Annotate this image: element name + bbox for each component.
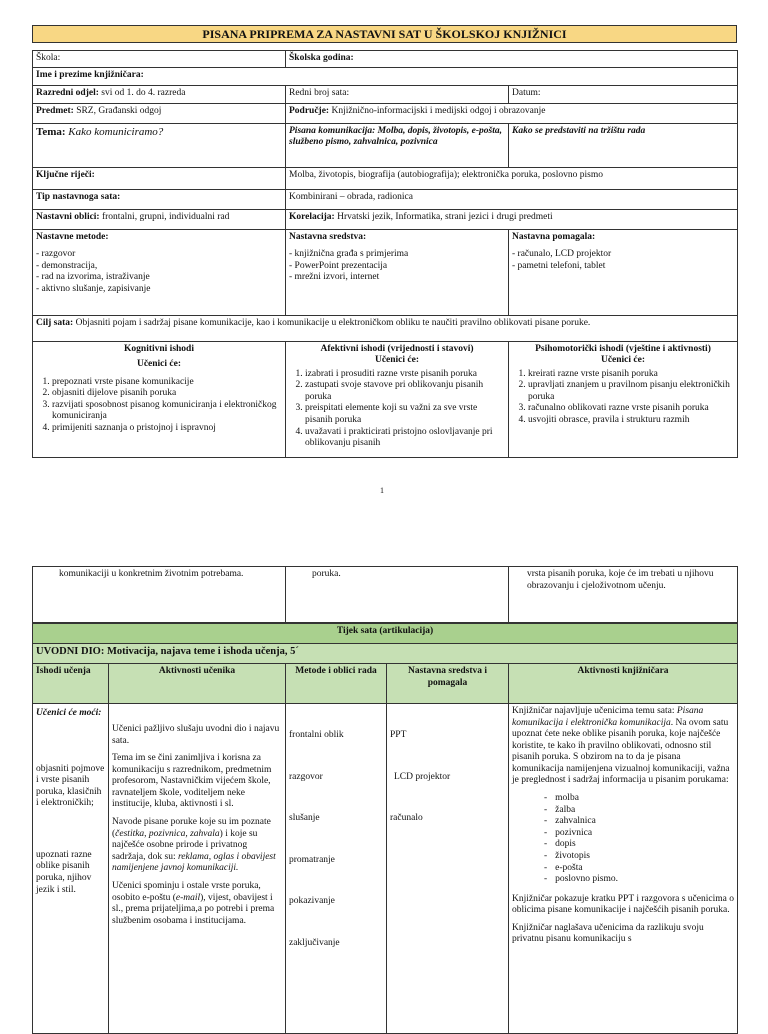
metoda-item: slušanje bbox=[289, 813, 320, 824]
sredstvo-item: LCD projektor bbox=[394, 771, 451, 782]
aktivnost-paragraph bbox=[112, 881, 282, 927]
aktivnost-text: Navode pisane poruke koje su im poznate ( bbox=[112, 817, 271, 839]
metode-list bbox=[36, 249, 282, 295]
col-knjiznicar: Aktivnosti knjižničara bbox=[509, 664, 738, 704]
continuation-right-text: vrsta pisanih poruka, koje će im trebati u njihovu obrazovanju i cjeloživotnom učenju. bbox=[527, 569, 714, 591]
podrucje-cell bbox=[286, 103, 738, 123]
sredstva-cell-2 bbox=[387, 704, 509, 1034]
datum-cell bbox=[509, 85, 738, 103]
list-item: - PowerPoint prezentacija bbox=[289, 260, 388, 271]
metode-cell-2 bbox=[286, 704, 387, 1034]
knjiznicar-text: Knjižničar najavljuje učenicima temu sata: bbox=[512, 706, 677, 716]
continuation-mid-text: poruka. bbox=[312, 569, 341, 579]
sredstva-list bbox=[289, 249, 505, 284]
ishodi-cell bbox=[33, 704, 109, 1034]
razredni-label: Razredni odjel: bbox=[36, 87, 99, 98]
metoda-item: promatranje bbox=[289, 854, 335, 865]
cilj-cell bbox=[33, 315, 738, 341]
aktivnost-text-italic: e-mail bbox=[175, 892, 201, 903]
continuation-left bbox=[33, 567, 286, 623]
oblici-value: frontalni, grupni, individualni rad bbox=[99, 211, 230, 222]
razredni-cell bbox=[33, 85, 286, 103]
tema-mid-cell: Pisana komunikacija: Molba, dopis, životopis, e-pošta, službeno pismo, zahvalnica, pozivnica bbox=[286, 123, 509, 167]
korelacija-label: Korelacija: bbox=[289, 211, 335, 222]
aktivnost-text-italic: čestitka, pozivnica, zahvala bbox=[115, 828, 220, 839]
korelacija-value: Hrvatski jezik, Informatika, strani jezici i drugi predmeti bbox=[334, 211, 553, 222]
list-item: - žalba bbox=[558, 805, 734, 817]
list-item: 2. upravljati znanjem u pravilnom pisanju elektroničkih poruka bbox=[528, 380, 734, 403]
godina-cell bbox=[286, 51, 738, 68]
metoda-item: pokazivanje bbox=[289, 896, 335, 907]
cilj-label: Cilj sata: bbox=[36, 317, 74, 328]
afektivni-list bbox=[289, 369, 505, 450]
skola-label: Škola: bbox=[36, 53, 61, 63]
psihomotoricki-title: Psihomotorički ishodi (vještine i aktivnosti) bbox=[535, 343, 711, 354]
ime-label: Ime i prezime knjižničara: bbox=[36, 69, 144, 80]
kljucne-label: Ključne riječi: bbox=[36, 169, 95, 180]
col-sredstva: Nastavna sredstva i pomagala bbox=[387, 664, 509, 704]
tema-cell bbox=[33, 123, 286, 167]
afektivni-cell bbox=[286, 341, 509, 457]
list-item: - pametni telefoni, tablet bbox=[512, 260, 606, 271]
tip-label: Tip nastavnoga sata: bbox=[36, 191, 121, 202]
aktivnost-text: ) i koje su najčešće osobne prirode i privatnog sadržaja, dok su: bbox=[112, 828, 258, 862]
list-item: 2. objasniti dijelove pisanih poruka bbox=[52, 388, 282, 400]
redni-cell bbox=[286, 85, 509, 103]
pomagala-list bbox=[512, 249, 734, 272]
list-item: - zahvalnica bbox=[558, 816, 734, 828]
list-item: 1. prepoznati vrste pisane komunikacije bbox=[52, 377, 282, 389]
psihomotoricki-cell bbox=[509, 341, 738, 457]
continuation-right bbox=[509, 567, 738, 623]
list-item: - molba bbox=[558, 793, 734, 805]
page-number: 1 bbox=[380, 486, 384, 495]
ishodi-item: upoznati razne oblike pisanih poruka, njihov jezik i stil. bbox=[36, 849, 92, 895]
knjiznicar-paragraph: Knjižničar naglašava učenicima da razlikuju svoju privatnu pisanu komunikaciju s bbox=[512, 922, 704, 945]
sredstva-cell bbox=[286, 229, 509, 315]
list-item: - mrežni izvori, internet bbox=[289, 272, 380, 283]
kljucne-cell bbox=[33, 167, 286, 189]
knjiznicar-text: . Na ovom satu upoznat ćete neke oblike pisanih poruka, koje najčešće koristite, te kako ih pravilno oblikovati, odnosno stil pisanih poruka. S obzirom na to da je pisana komunikacija namijenjena vizualnoj komunikaciji, važna je preglednost i sadržaj informacija u pisanim porukama: bbox=[512, 717, 730, 786]
afektivni-title: Afektivni ishodi (vrijednosti i stavovi) bbox=[320, 343, 474, 354]
kognitivni-list bbox=[36, 377, 282, 435]
predmet-value: SRZ, Građanski odgoj bbox=[73, 105, 162, 116]
list-item: - aktivno slušanje, zapisivanje bbox=[36, 283, 151, 294]
pomagala-label: Nastavna pomagala: bbox=[512, 231, 596, 242]
col-aktivnosti: Aktivnosti učenika bbox=[109, 664, 286, 704]
pomagala-cell bbox=[509, 229, 738, 315]
podrucje-value: Knjižnično-informacijski i medijski odgoj i obrazovanje bbox=[329, 105, 546, 116]
metoda-item: zaključivanje bbox=[289, 937, 340, 948]
cilj-value: Objasniti pojam i sadržaj pisane komunikacije, kao i komunikacije u elektroničkom obliku te naučiti pravilno oblikovati pisane poruke. bbox=[73, 317, 591, 328]
col-ishodi: Ishodi učenja bbox=[33, 664, 109, 704]
tip-value: Kombinirani – obrada, radionica bbox=[286, 189, 738, 209]
aktivnost-text-italic: reklama, oglas i obavijest namijenjene javnoj komunikaciji. bbox=[112, 851, 276, 874]
redni-label: Redni broj sata: bbox=[289, 87, 350, 98]
col-metode: Metode i oblici rada bbox=[286, 664, 387, 704]
oblici-cell bbox=[33, 209, 286, 229]
ishodi-heading: Učenici će moći: bbox=[36, 708, 102, 718]
korelacija-cell bbox=[286, 209, 738, 229]
sredstvo-item: PPT bbox=[390, 730, 407, 740]
podrucje-label: Područje: bbox=[289, 105, 330, 116]
list-item: - životopis bbox=[558, 851, 734, 863]
list-item: 4. primijeniti saznanja o pristojnoj i ispravnoj bbox=[52, 423, 282, 435]
list-item: 1. izabrati i prosuditi razne vrste pisanih poruka bbox=[305, 369, 505, 381]
page-one-table bbox=[32, 50, 737, 458]
aktivnost-paragraph: Tema im se čini zanimljiva i korisna za komunikaciju s razrednikom, predmetnim profesorom, Nastavničkim vijećem škole, ravnateljem škole, voditeljem neke institucije, kluba, aktivnosti i sl. bbox=[112, 753, 272, 810]
godina-label: Školska godina: bbox=[289, 53, 354, 63]
list-item: 4. usvojiti obrasce, pravila i strukturu razmih bbox=[528, 415, 734, 427]
poruke-list bbox=[534, 793, 734, 886]
ishodi-item: objasniti pojmove i vrste pisanih poruka, klasičnih i elektroničkih; bbox=[36, 763, 105, 809]
aktivnost-paragraph bbox=[112, 817, 282, 875]
list-item: 2. zastupati svoje stavove pri oblikovanju pisanih poruka bbox=[305, 380, 505, 403]
kognitivni-cell bbox=[33, 341, 286, 457]
sredstvo-item: računalo bbox=[390, 813, 423, 824]
list-item: - poslovno pismo. bbox=[558, 874, 734, 886]
knjiznicar-cell bbox=[509, 704, 738, 1034]
aktivnost-text: ), vijest, obavijest i sl., prema prijateljima,a po potrebi i prema službenim osobama i institucijama. bbox=[112, 892, 275, 926]
knjiznicar-paragraph bbox=[512, 706, 734, 787]
list-item: - pozivnica bbox=[558, 828, 734, 840]
aktivnost-paragraph: Učenici pažljivo slušaju uvodni dio i najavu sata. bbox=[112, 724, 280, 746]
list-item: - razgovor bbox=[36, 249, 76, 260]
list-item: 1. kreirati razne vrste pisanih poruka bbox=[528, 369, 734, 381]
tijek-sata-header: Tijek sata (artikulacija) bbox=[33, 624, 738, 644]
metode-label: Nastavne metode: bbox=[36, 231, 109, 242]
page-two-table bbox=[32, 566, 737, 1034]
list-item: 3. razvijati sposobnost pisanog komuniciranja i elektroničkog komuniciranja bbox=[52, 400, 282, 423]
kognitivni-title: Kognitivni ishodi bbox=[124, 343, 194, 354]
aktivnost-text: Učenici spominju i ostale vrste poruka, osobito e-poštu ( bbox=[112, 880, 261, 903]
datum-label: Datum: bbox=[512, 87, 541, 98]
list-item: - e-pošta bbox=[558, 863, 734, 875]
list-item: - računalo, LCD projektor bbox=[512, 249, 612, 260]
razredni-value: svi od 1. do 4. razreda bbox=[98, 87, 186, 98]
tema-label: Tema: bbox=[36, 125, 66, 138]
metoda-item: razgovor bbox=[289, 771, 323, 782]
predmet-cell bbox=[33, 103, 286, 123]
predmet-label: Predmet: bbox=[36, 105, 74, 116]
continuation-left-text: komunikaciji u konkretnim životnim potrebama. bbox=[59, 569, 244, 579]
list-item: 3. računalno oblikovati razne vrste pisanih poruka bbox=[528, 403, 734, 415]
list-item: - knjižnična građa s primjerima bbox=[289, 249, 409, 260]
list-item: 3. preispitati elemente koji su važni za sve vrste pisanih poruka bbox=[305, 403, 505, 426]
skola-cell bbox=[33, 51, 286, 68]
knjiznicar-text-italic: Pisana komunikacija i elektronička komunikacija bbox=[512, 706, 704, 728]
aktivnosti-cell bbox=[109, 704, 286, 1034]
metode-cell bbox=[33, 229, 286, 315]
tip-cell bbox=[33, 189, 286, 209]
tema-value: Kako komuniciramo? bbox=[65, 125, 164, 138]
ime-cell bbox=[33, 67, 738, 85]
list-item: - dopis bbox=[558, 839, 734, 851]
list-item: - demonstracija, bbox=[36, 260, 98, 271]
continuation-mid bbox=[286, 567, 509, 623]
sredstva-label: Nastavna sredstva: bbox=[289, 231, 367, 242]
kljucne-value: Molba, životopis, biografija (autobiografija); elektronička poruka, poslovno pismo bbox=[286, 167, 738, 189]
uvodni-dio-header: UVODNI DIO: Motivacija, najava teme i ishoda učenja, 5´ bbox=[33, 644, 738, 664]
list-item: - rad na izvorima, istraživanje bbox=[36, 272, 150, 283]
kognitivni-sub: Učenici će: bbox=[136, 359, 182, 370]
list-item: 4. uvažavati i prakticirati pristojno oslovljavanje pri oblikovanju pisanih bbox=[305, 427, 505, 450]
document-title: PISANA PRIPREMA ZA NASTAVNI SAT U ŠKOLSKOJ KNJIŽNICI bbox=[32, 25, 737, 43]
oblici-label: Nastavni oblici: bbox=[36, 211, 100, 222]
metoda-item: frontalni oblik bbox=[289, 730, 344, 740]
psihomotoricki-list bbox=[512, 369, 734, 427]
afektivni-sub: Učenici će: bbox=[374, 355, 420, 366]
knjiznicar-paragraph: Knjižničar pokazuje kratku PPT i razgovora s učenicima o oblicima pisane komunikacije i najčešćih pisanih poruka. bbox=[512, 893, 734, 916]
tema-right-cell: Kako se predstaviti na tržištu rada bbox=[509, 123, 738, 167]
psihomotoricki-sub: Učenici će: bbox=[600, 355, 646, 366]
